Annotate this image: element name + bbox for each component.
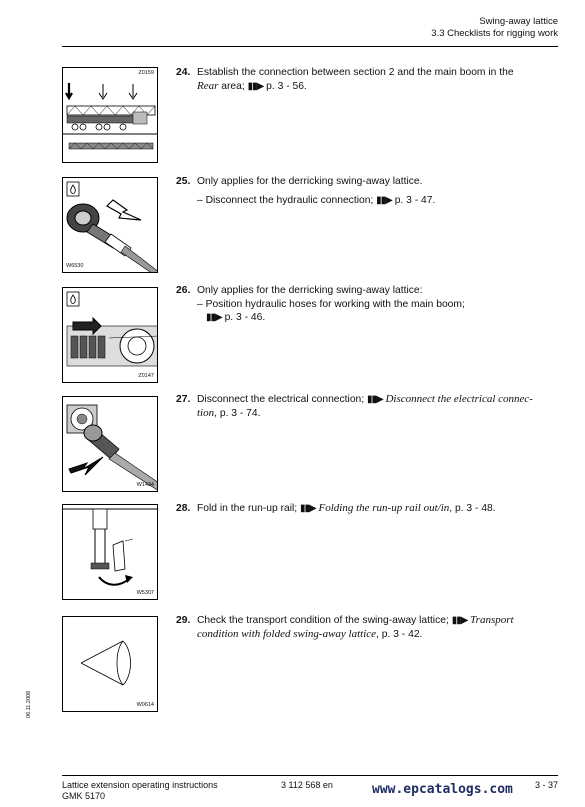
reference-title[interactable]: Transport (467, 614, 514, 626)
page-reference[interactable]: , p. 3 - 42. (376, 628, 423, 640)
reference-arrow-icon: ▮▮▶ (367, 394, 383, 405)
footer-document-info (62, 780, 218, 802)
reference-arrow-icon: ▮▮▶ (300, 503, 316, 514)
figure-hydraulic-hoses (62, 287, 158, 383)
model-name: GMK 5170 (62, 791, 106, 801)
step-24 (176, 66, 558, 93)
reference-title[interactable]: tion (197, 406, 215, 419)
step-number: 27. (176, 394, 191, 405)
section-title: 3.3 Checklists for rigging work (431, 28, 558, 39)
sub-step-text: – Disconnect the hydraulic connection; (197, 194, 377, 206)
step-number: 26. (176, 285, 191, 296)
figure-code: W1434 (136, 482, 154, 488)
figure-code: Z0147 (138, 373, 154, 379)
step-text: Fold in the run-up rail; (197, 503, 301, 514)
figure-code: Z0159 (138, 70, 154, 76)
step-number: 29. (176, 615, 191, 626)
document-title: Lattice extension operating instructions (62, 780, 218, 790)
reference-title[interactable]: Disconnect the electrical connec- (382, 393, 533, 405)
page-reference[interactable]: p. 3 - 47. (391, 194, 436, 206)
step-italic: Rear (197, 79, 219, 92)
step-text: Only applies for the derricking swing-away lattice: (197, 285, 423, 296)
figure-hydraulic-connection (62, 177, 158, 273)
step-text: Only applies for the derricking swing-away lattice. (197, 176, 423, 187)
reference-arrow-icon: ▮▮▶ (247, 80, 264, 92)
chapter-title: Swing-away lattice (479, 16, 558, 27)
watermark: www.epcatalogs.com (372, 782, 513, 797)
reference-title[interactable]: Folding the run-up rail out/in (315, 502, 450, 514)
document-number: 3 112 568 en (281, 780, 333, 790)
step-27 (176, 393, 558, 420)
sub-step-text: – Position hydraulic hoses for working with the main boom; (197, 298, 465, 310)
step-text: area; (218, 80, 248, 92)
reference-arrow-icon: ▮▮▶ (451, 615, 468, 626)
revision-date: 06.11.2008 (26, 690, 32, 718)
footer-rule (62, 775, 558, 776)
step-number: 24. (176, 67, 191, 78)
page-reference[interactable]: p. 3 - 46. (221, 312, 266, 323)
step-29 (176, 614, 558, 641)
step-number: 28. (176, 503, 191, 514)
page-reference[interactable]: , p. 3 - 48. (449, 503, 496, 514)
step-text: Check the transport condition of the swing-away lattice; (197, 615, 452, 626)
step-25 (176, 175, 558, 207)
page-number: 3 - 37 (534, 780, 558, 790)
figure-visual-check (62, 616, 158, 712)
running-header (431, 16, 558, 40)
figure-electrical-connection (62, 396, 158, 492)
page-reference[interactable]: , p. 3 - 74. (214, 407, 261, 419)
figure-code: W0614 (136, 702, 154, 708)
page-reference[interactable]: p. 3 - 56. (263, 80, 307, 92)
step-26 (176, 284, 558, 325)
figure-crane-boom (62, 67, 158, 163)
reference-arrow-icon: ▮▮▶ (376, 194, 392, 206)
figure-run-up-rail (62, 504, 158, 600)
step-number: 25. (176, 176, 191, 187)
step-text: Establish the connection between section 2 and the main boom in the (197, 67, 514, 78)
figure-code: W5307 (136, 590, 154, 596)
figure-code: W6530 (66, 263, 84, 269)
header-rule (62, 46, 558, 47)
step-28 (176, 502, 558, 516)
reference-title[interactable]: condition with folded swing-away lattice (197, 627, 377, 640)
reference-arrow-icon: ▮▮▶ (206, 312, 222, 323)
step-text: Disconnect the electrical connection; (197, 394, 367, 405)
